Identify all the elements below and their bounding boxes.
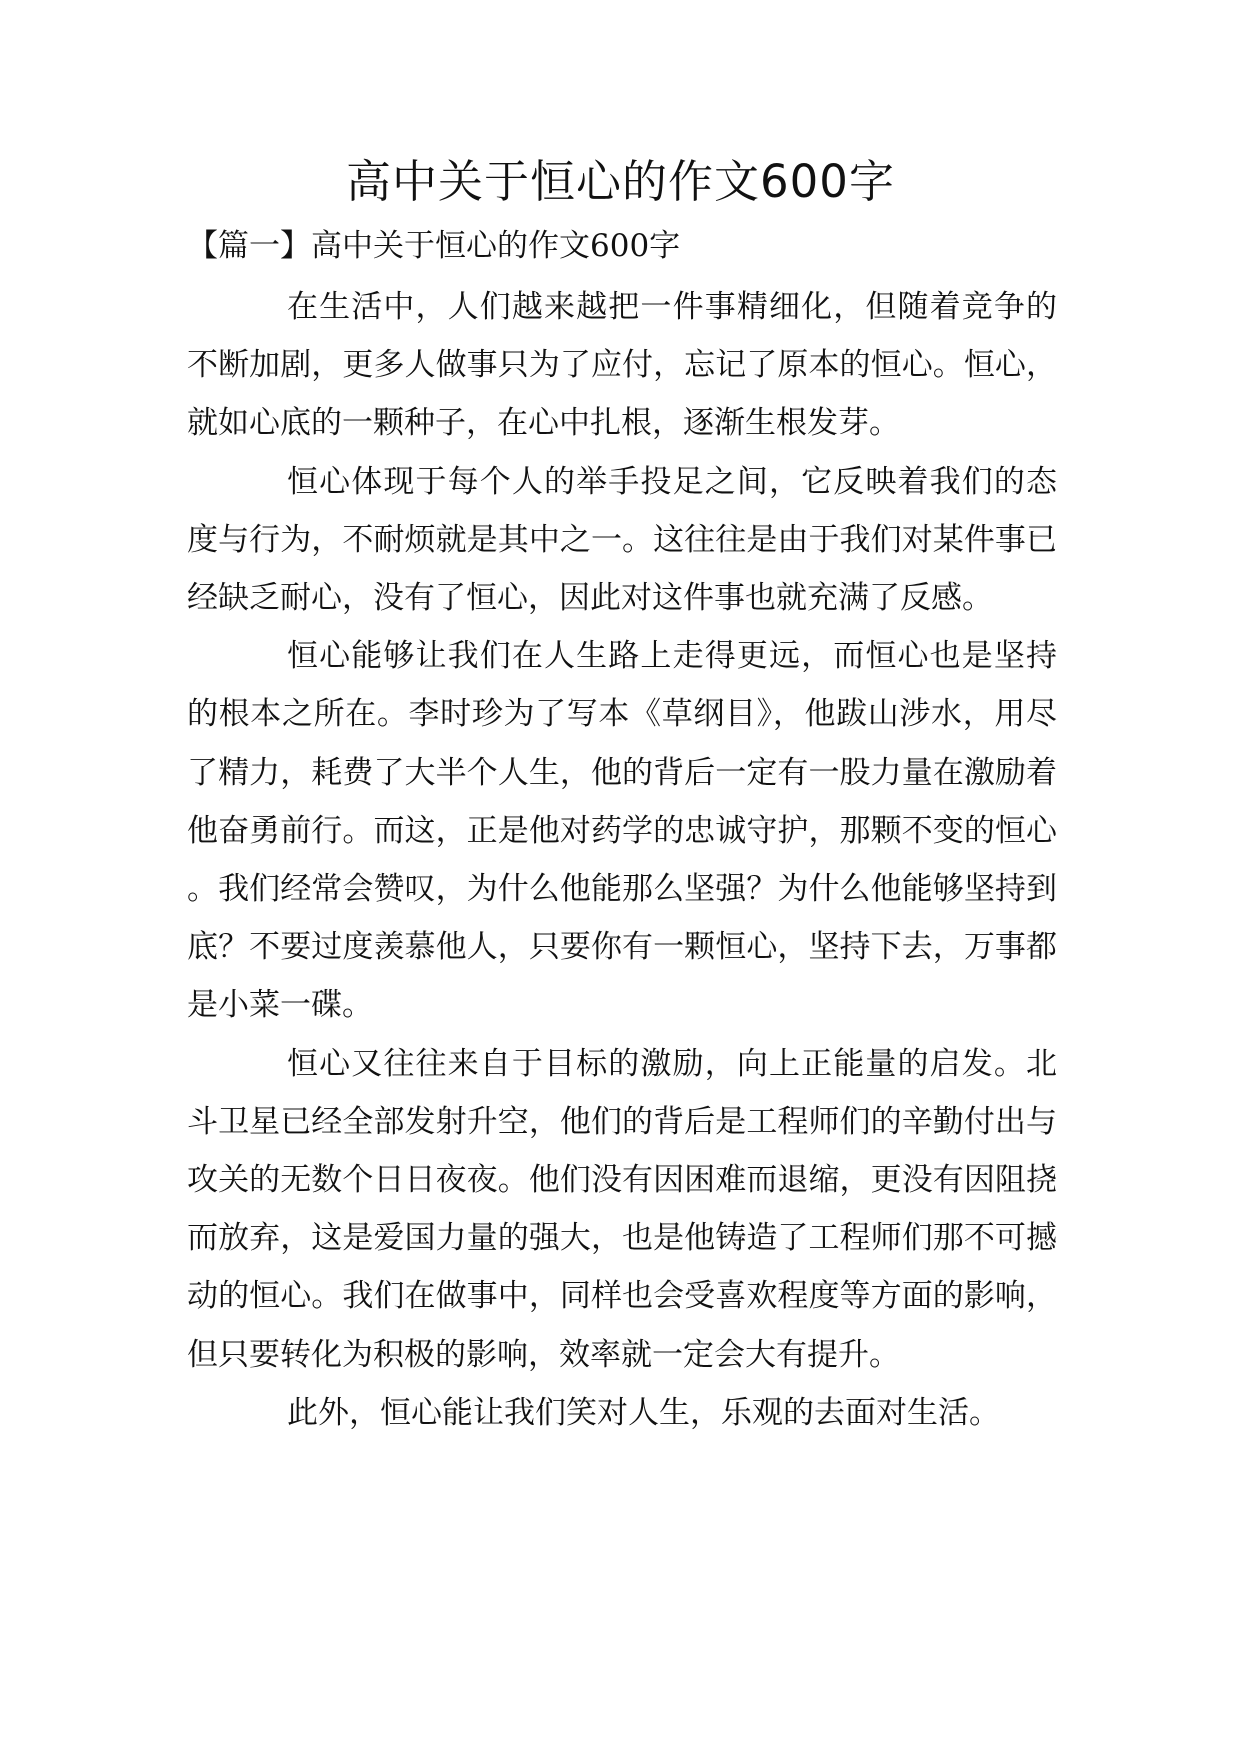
paragraph: 恒心体现于每个人的举手投足之间，它反映着我们的态度与行为，不耐烦就是其中之一。这往往是由于我们对某件事已经缺乏耐心，没有了恒心，因此对这件事也就充满了反感。 xyxy=(187,463,1057,617)
section-heading: 【篇一】高中关于恒心的作文600字 xyxy=(187,228,681,264)
essay-body xyxy=(187,278,1057,1442)
paragraph: 恒心又往往来自于目标的激励，向上正能量的启发。北斗卫星已经全部发射升空，他们的背后是工程师们的辛勤付出与攻关的无数个日日夜夜。他们没有因困难而退缩，更没有因阻挠而放弃，这是爱国力量的强大，也是他铸造了工程师们那不可撼动的恒心。我们在做事中，同样也会受喜欢程度等方面的影响，但只要转化为积极的影响，效率就一定会大有提升。 xyxy=(187,1045,1057,1373)
paragraph: 此外，恒心能让我们笑对人生，乐观的去面对生活。 xyxy=(287,1394,1000,1431)
paragraph: 恒心能够让我们在人生路上走得更远，而恒心也是坚持的根本之所在。李时珍为了写本《草纲目》，他跋山涉水，用尽了精力，耗费了大半个人生，他的背后一定有一股力量在激励着他奋勇前行。而这，正是他对药学的忠诚守护，那颗不变的恒心。我们经常会赞叹，为什么他能那么坚强？为什么他能够坚持到底？不要过度羡慕他人，只要你有一颗恒心，坚持下去，万事都是小菜一碟。 xyxy=(187,638,1057,1024)
paragraph: 在生活中，人们越来越把一件事精细化，但随着竞争的不断加剧，更多人做事只为了应付，忘记了原本的恒心。恒心，就如心底的一颗种子，在心中扎根，逐渐生根发芽。 xyxy=(187,289,1057,442)
document-title: 高中关于恒心的作文600字 xyxy=(346,155,895,208)
